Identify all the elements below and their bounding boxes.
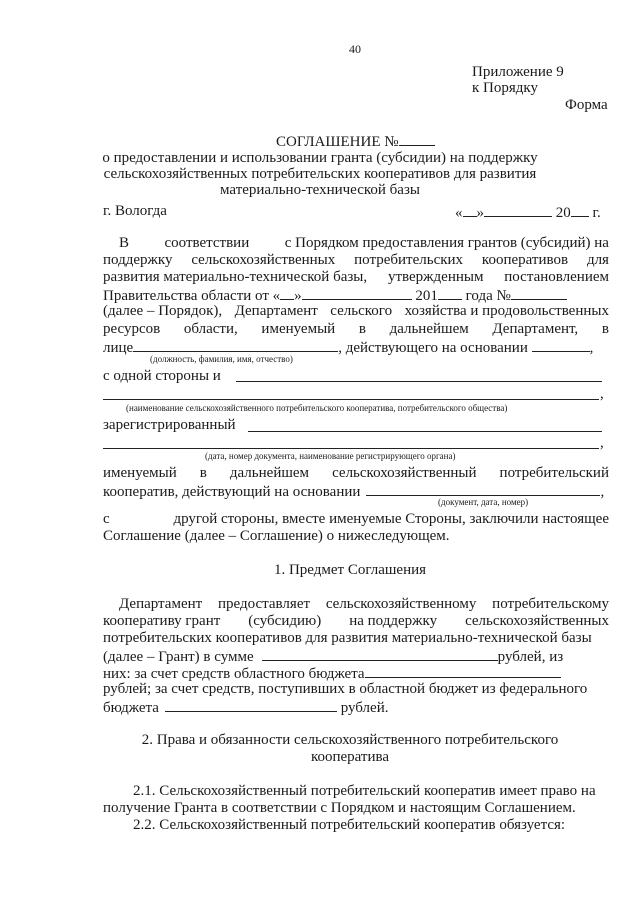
s1-line-4[interactable]: (далее – Грант) в сумме рублей, из [103, 646, 563, 666]
title-line-3: материально-технической базы [220, 182, 420, 198]
date-field[interactable]: « » 20 г. [455, 202, 601, 222]
s1-line-3: потребительских кооперативов для развития материально-технической базы [103, 630, 592, 646]
place: г. Вологда [103, 203, 167, 219]
hint-coop: (наименование сельскохозяйственного потребительского кооператива, потребительского общества) [126, 403, 508, 413]
coop-name-blank-2[interactable] [103, 399, 599, 400]
registered-label: зарегистрированный [103, 417, 236, 433]
appendix-line-1: Приложение 9 [472, 64, 564, 80]
intro-line-15: Соглашение (далее – Соглашение) о нижеследующем. [103, 528, 450, 544]
s1-line-1: Департамент предоставляет сельскохозяйственному потребительскому [119, 596, 609, 612]
intro-line-12: именуемый в дальнейшем сельскохозяйственный потребительский [103, 465, 609, 481]
s1-line-7[interactable]: бюджета рублей. [103, 697, 388, 717]
intro-line-14: с другой стороны, вместе именуемые Стороны, заключили настоящее [103, 511, 609, 527]
intro-line-6: ресурсов области, именуемый в дальнейшем Департамент, в [103, 321, 609, 337]
s1-line-5[interactable]: них: за счет средств областного бюджета [103, 663, 561, 683]
clause-2-2: 2.2. Сельскохозяйственный потребительский кооператив обязуется: [133, 817, 566, 833]
page-number: 40 [349, 42, 361, 56]
clause-2-1-line-1: 2.1. Сельскохозяйственный потребительский кооператив имеет право на [133, 783, 596, 799]
coop-name-blank-1[interactable] [236, 381, 602, 382]
intro-line-13[interactable]: кооператив, действующий на основании , [103, 481, 604, 501]
clause-2-1-line-2: получение Гранта в соответствии с Порядком и настоящим Соглашением. [103, 800, 576, 816]
intro-line-2: поддержку сельскохозяйственных потребительских кооперативов для [103, 252, 609, 268]
intro-line-8: с одной стороны и [103, 368, 221, 384]
hint-registration: (дата, номер документа, наименование регистрирующего органа) [205, 451, 456, 461]
form-label: Форма [565, 97, 608, 113]
hint-document: (документ, дата, номер) [438, 497, 529, 507]
registration-blank-2[interactable] [103, 448, 599, 449]
appendix-line-2: к Порядку [472, 80, 538, 96]
agreement-heading: СОГЛАШЕНИЕ № [276, 131, 435, 151]
hint-position: (должность, фамилия, имя, отчество) [150, 354, 293, 364]
title-line-1: о предоставлении и использовании гранта (субсидии) на поддержку [102, 150, 538, 166]
line-end-comma-2: , [600, 435, 604, 451]
intro-line-5: (далее – Порядок), Департамент сельского хозяйства и продовольственных [103, 303, 609, 319]
registration-blank-1[interactable] [248, 431, 602, 432]
s1-line-2: кооперативу грант (субсидию) на поддержку сельскохозяйственных [103, 613, 609, 629]
title-line-2: сельскохозяйственных потребительских кооперативов для развития [103, 166, 537, 182]
section-2-title-line-1: 2. Права и обязанности сельскохозяйственного потребительского [141, 732, 559, 748]
intro-line-4[interactable]: Правительства области от « » 201 года № [103, 285, 567, 305]
section-2-title-line-2: кооператива [310, 749, 390, 765]
line-end-comma: , [600, 386, 604, 402]
intro-line-1: В соответствии с Порядком предоставления грантов (субсидий) на [119, 235, 609, 251]
intro-line-3: развития материально-технической базы, утвержденным постановлением [103, 269, 609, 285]
intro-line-7[interactable]: лице , действующего на основании , [103, 337, 593, 357]
section-1-title: 1. Предмет Соглашения [273, 562, 427, 578]
s1-line-6: рублей; за счет средств, поступивших в областной бюджет из федерального [103, 681, 588, 697]
